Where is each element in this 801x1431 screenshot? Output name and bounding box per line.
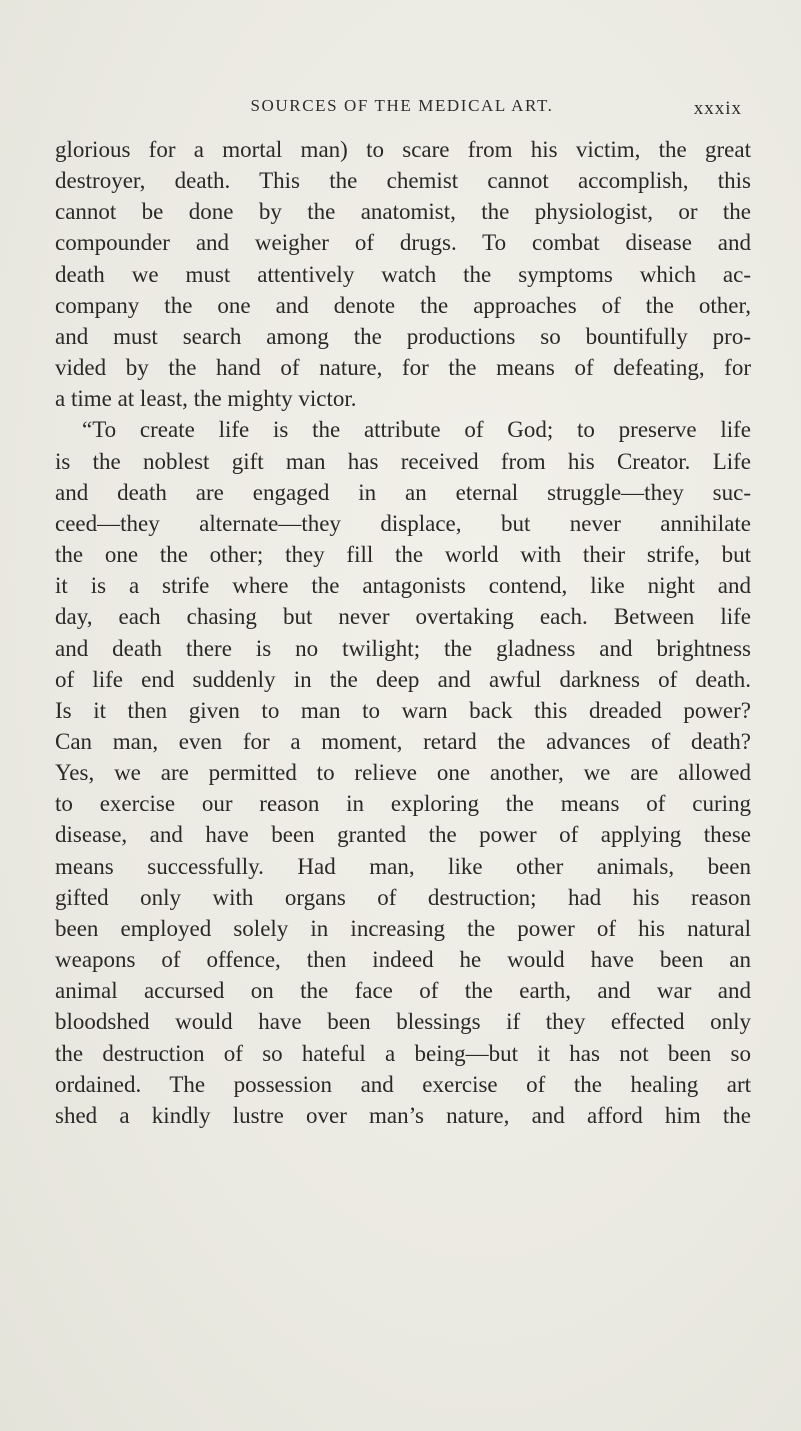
text-line: shed a kindly lustre over man’s nature, and afford him the — [55, 1102, 751, 1128]
running-head-title: SOURCES OF THE MEDICAL ART. — [250, 96, 554, 115]
text-line: Yes, we are permitted to relieve one another, we are allowed — [55, 760, 751, 786]
text-line: ceed—they alternate—they displace, but never annihilate — [55, 510, 751, 536]
text-line: cannot be done by the anatomist, the physiologist, or the — [55, 199, 751, 225]
text-line: company the one and denote the approaches of the other, — [55, 292, 751, 318]
text-line: and death are engaged in an eternal struggle—they suc- — [55, 479, 751, 505]
text-line: means successfully. Had man, like other animals, been — [55, 853, 751, 879]
text-line: a time at least, the mighty victor. — [55, 386, 357, 412]
text-line: day, each chasing but never overtaking each. Between life — [55, 604, 751, 630]
text-line: glorious for a mortal man) to scare from his victim, the great — [55, 137, 751, 162]
text-line: Is it then given to man to warn back this dreaded power? — [55, 697, 751, 723]
text-line: bloodshed would have been blessings if they effected only — [55, 1009, 751, 1035]
text-line: the destruction of so hateful a being—but it has not been so — [55, 1040, 751, 1066]
text-line: been employed solely in increasing the power of his natural — [55, 915, 751, 941]
text-line: death we must attentively watch the symptoms which ac- — [55, 261, 751, 287]
page-number: xxxix — [693, 98, 742, 119]
text-line: gifted only with organs of destruction; had his reason — [55, 884, 751, 910]
text-line: compounder and weigher of drugs. To combat disease and — [55, 230, 751, 256]
text-line: vided by the hand of nature, for the means of defeating, for — [55, 355, 751, 381]
text-line: ordained. The possession and exercise of the healing art — [55, 1071, 751, 1097]
text-line: animal accursed on the face of the earth, and war and — [55, 978, 751, 1004]
running-head — [62, 96, 742, 126]
text-line: it is a strife where the antagonists contend, like night and — [55, 573, 751, 599]
text-line: the one the other; they fill the world with their strife, but — [55, 542, 751, 568]
text-line: of life end suddenly in the deep and awful darkness of death. — [55, 666, 751, 692]
text-line: and must search among the productions so bountifully pro- — [55, 323, 751, 349]
text-line: weapons of offence, then indeed he would have been an — [55, 947, 751, 973]
text-line: disease, and have been granted the power of applying these — [55, 822, 751, 848]
text-line: and death there is no twilight; the gladness and brightness — [55, 635, 751, 661]
body-text — [55, 134, 751, 1131]
text-line: Can man, even for a moment, retard the advances of death? — [55, 728, 751, 754]
text-line: is the noblest gift man has received from his Creator. Life — [55, 448, 751, 474]
text-line: to exercise our reason in exploring the means of curing — [55, 791, 751, 817]
text-line: “To create life is the attribute of God; to preserve life — [82, 417, 751, 443]
text-line: destroyer, death. This the chemist cannot accomplish, this — [55, 168, 751, 194]
